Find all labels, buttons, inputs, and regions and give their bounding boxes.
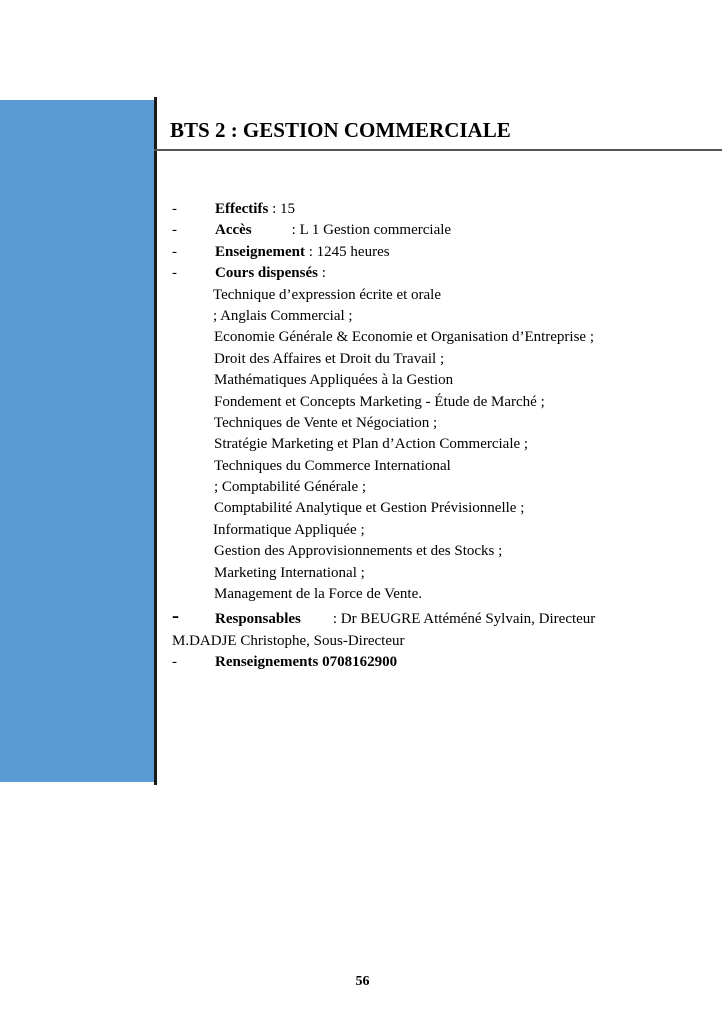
acces-label: Accès xyxy=(215,222,252,239)
acces-row xyxy=(172,220,712,241)
bullet-dash: - xyxy=(172,265,177,282)
page-number: 56 xyxy=(355,974,370,989)
course-item: Marketing International ; xyxy=(214,564,365,581)
bullet-dash: - xyxy=(172,654,177,671)
acces-value: : L 1 Gestion commerciale xyxy=(291,222,452,239)
course-item: Stratégie Marketing et Plan d’Action Commerciale ; xyxy=(214,436,529,453)
enseignement-row xyxy=(172,242,712,263)
bullet-dash: - xyxy=(172,222,177,239)
course-item: Economie Générale & Economie et Organisation d’Entreprise ; xyxy=(214,329,595,346)
responsables-value: : Dr BEUGRE Attéméné Sylvain, Directeur xyxy=(332,611,596,628)
cours-row xyxy=(172,263,712,284)
course-item: ; Comptabilité Générale ; xyxy=(214,479,367,496)
responsables-row xyxy=(172,603,712,630)
enseignement-label: Enseignement xyxy=(215,243,305,260)
effectifs-row xyxy=(172,199,712,220)
course-item: Mathématiques Appliquées à la Gestion xyxy=(214,372,454,389)
side-color-band xyxy=(0,100,154,782)
course-item: ; Anglais Commercial ; xyxy=(213,307,353,324)
renseignements-label: Renseignements 0708162900 xyxy=(215,654,398,671)
effectifs-label: Effectifs xyxy=(215,201,269,217)
responsables-continuation: M.DADJE Christophe, Sous-Directeur xyxy=(172,632,405,649)
cours-label: Cours dispensés xyxy=(215,265,318,282)
course-list xyxy=(172,285,712,606)
course-item: Techniques de Vente et Négociation ; xyxy=(214,414,438,431)
side-vertical-rule xyxy=(154,97,157,785)
title-underline xyxy=(154,149,722,151)
effectifs-value: : 15 xyxy=(268,201,295,217)
course-item: Fondement et Concepts Marketing - Étude de Marché ; xyxy=(214,393,545,410)
course-item: Gestion des Approvisionnements et des Stocks ; xyxy=(214,543,503,560)
bullet-dash: - xyxy=(172,243,177,260)
course-item: Management de la Force de Vente. xyxy=(214,586,422,603)
enseignement-value: : 1245 heures xyxy=(305,243,390,260)
bullet-dash: - xyxy=(172,201,177,217)
course-item: Techniques du Commerce International xyxy=(214,457,451,474)
course-item: Technique d’expression écrite et orale xyxy=(213,286,442,303)
course-item: Informatique Appliquée ; xyxy=(213,521,365,538)
responsables-label: Responsables xyxy=(215,611,301,628)
course-item: Comptabilité Analytique et Gestion Prévisionnelle ; xyxy=(214,500,525,517)
page-title: BTS 2 : GESTION COMMERCIALE xyxy=(170,118,511,142)
course-item: Droit des Affaires et Droit du Travail ; xyxy=(214,350,445,367)
bullet-dash: - xyxy=(172,603,179,628)
cours-value: : xyxy=(317,265,326,282)
renseignements-row xyxy=(172,652,712,673)
program-details xyxy=(172,199,712,674)
